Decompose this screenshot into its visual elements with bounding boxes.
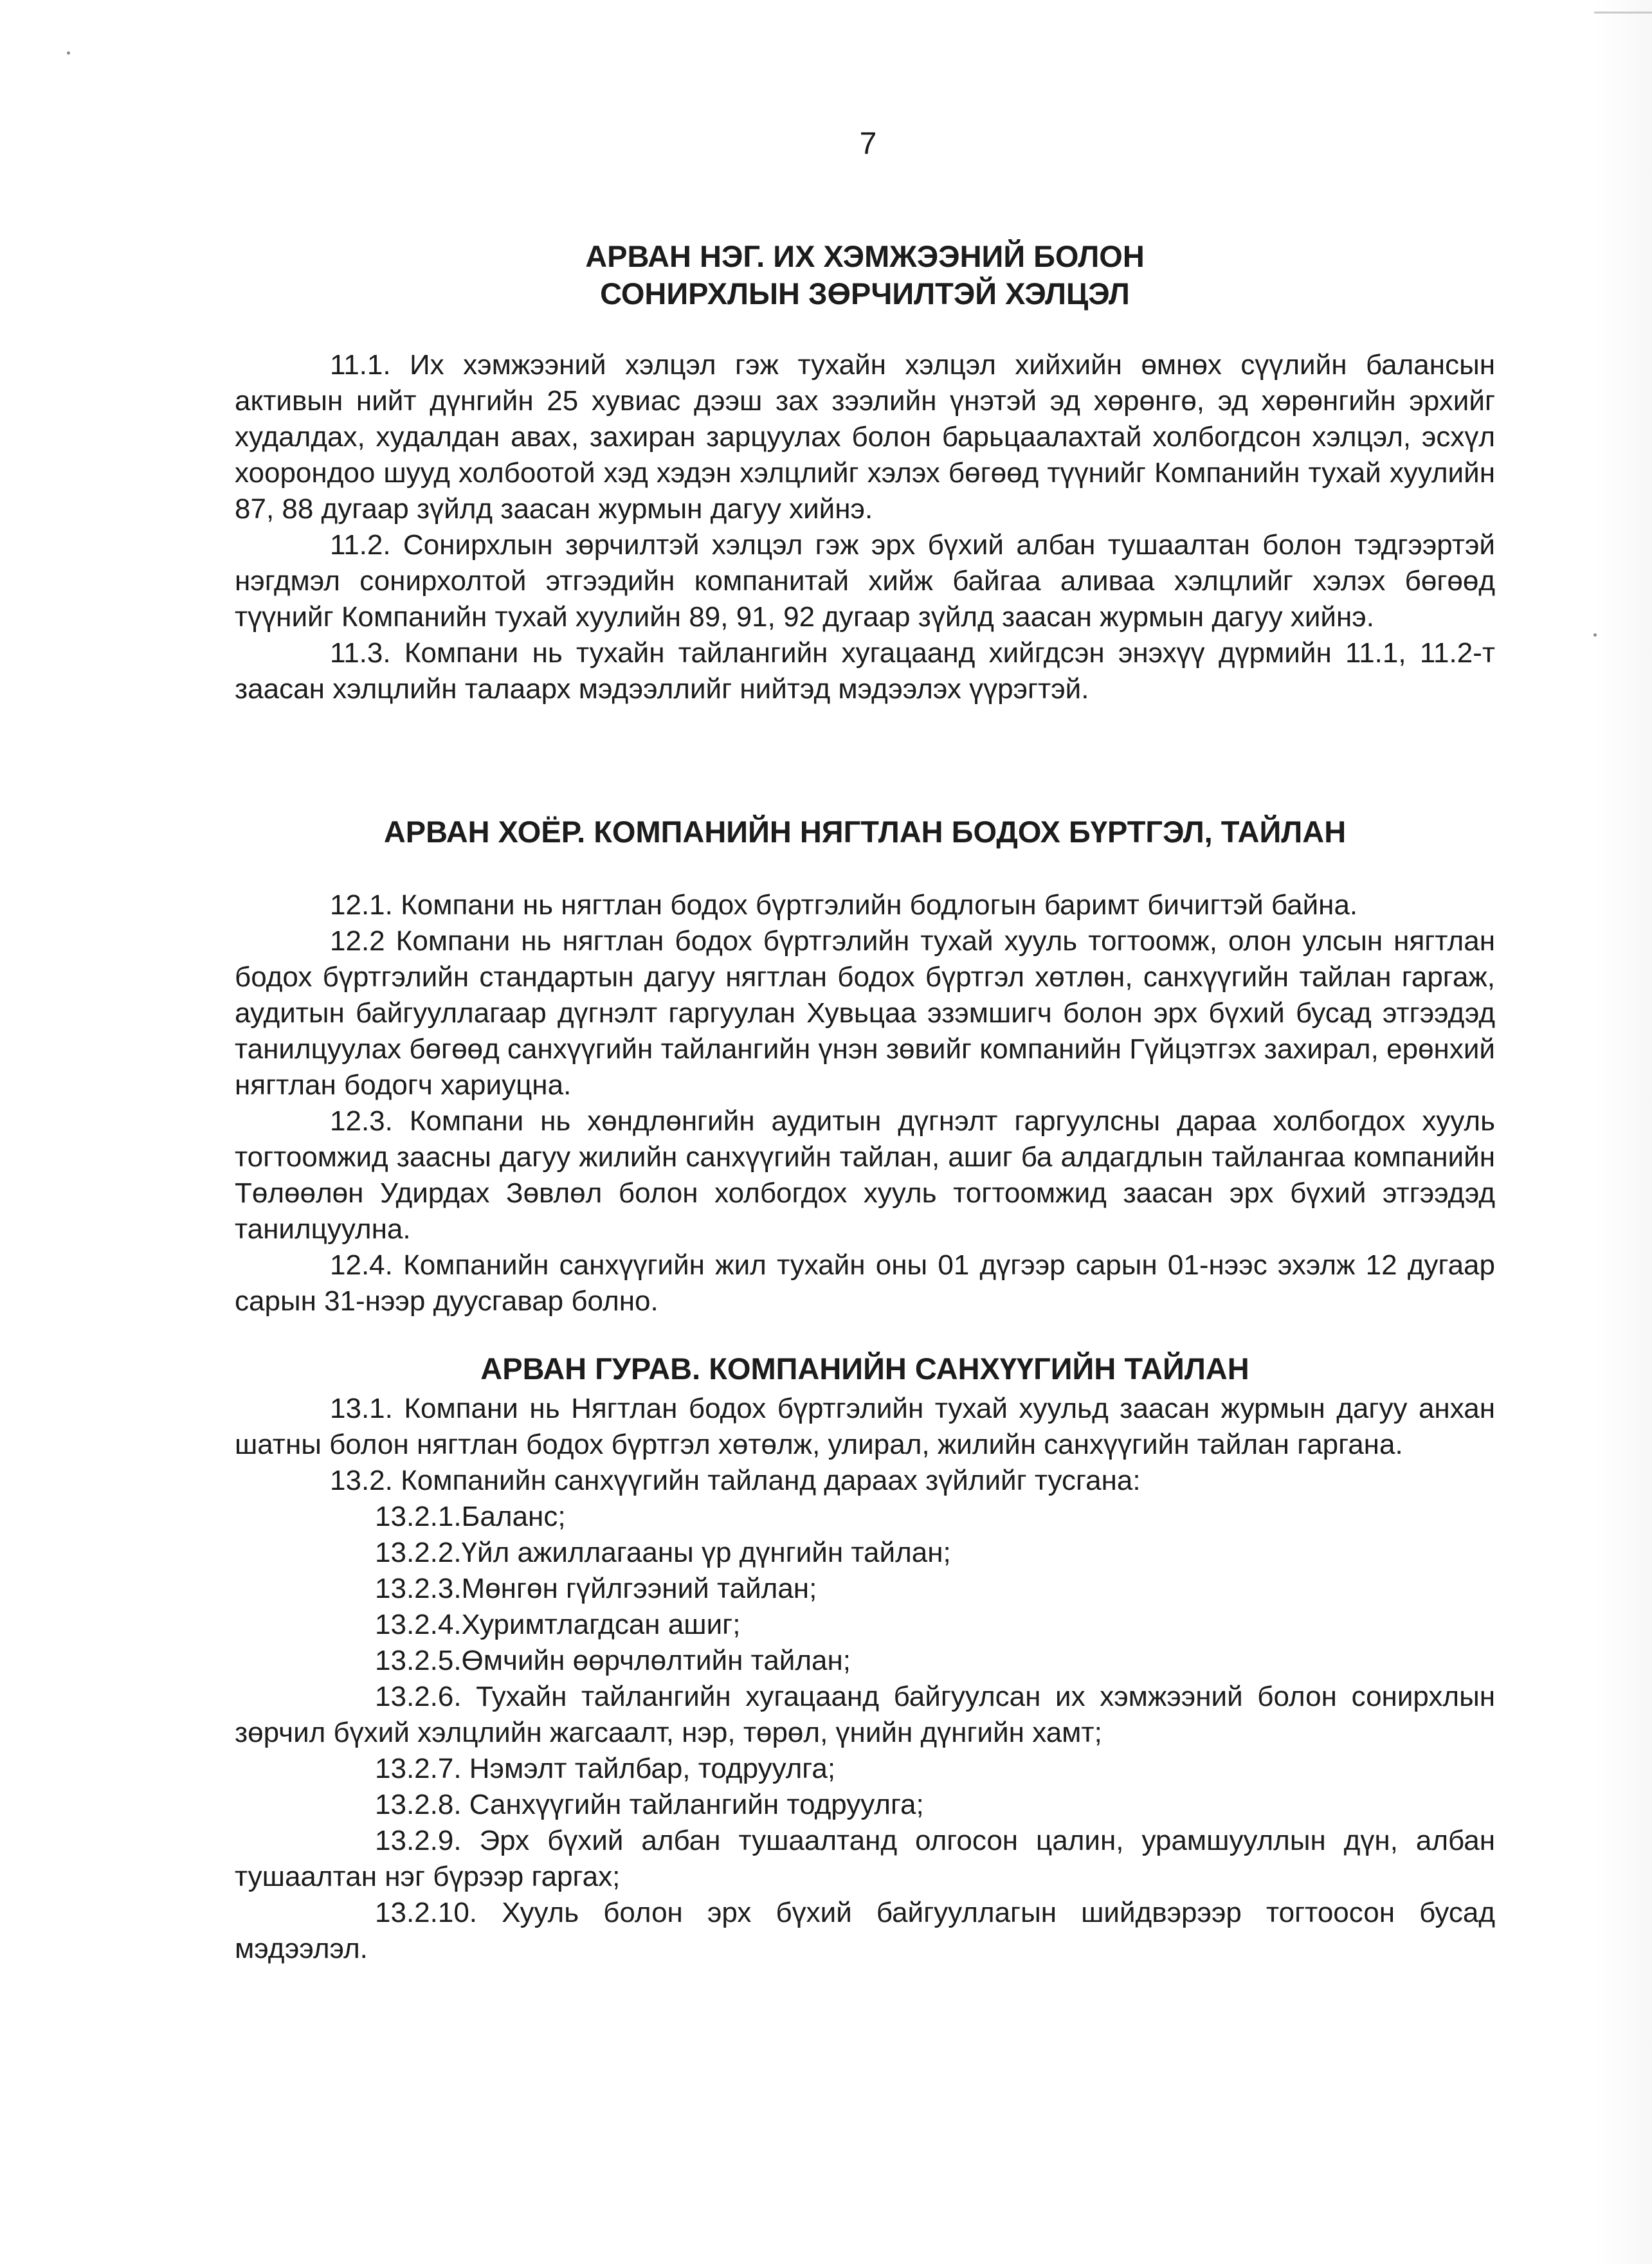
list-item-13-2-3: 13.2.3.Мөнгөн гүйлгээний тайлан; (375, 1573, 817, 1604)
paragraph-12-2: 12.2 Компани нь нягтлан бодох бүртгэлийн тухай хууль тогтоомж, олон улсын нягтлан бодох бүртгэлийн стандартын дагуу нягтлан бодох бүртгэл хөтлөн, санхүүгийн тайлан гаргаж, аудитын байгууллагаар дүгнэлт гаргуулан Хувьцаа эзэмшигч болон эрх бүхий бусад этгээдэд танилцуулах бөгөөд санхүүгийн тайлангийн үнэн зөвийг компанийн Гүйцэтгэх захирал, ерөнхий нягтлан бодогч хариуцна. (235, 925, 1495, 1101)
list-item-13-2-5: 13.2.5.Өмчийн өөрчлөлтийн тайлан; (375, 1645, 851, 1676)
paragraph-12-3: 12.3. Компани нь хөндлөнгийн аудитын дүгнэлт гаргуулсны дараа холбогдох хууль тогтоомжид заасны дагуу жилийн санхүүгийн тайлан, ашиг ба алдагдлын тайлангаа компанийн Төлөөлөн Удирдах Зөвлөл болон холбогдох хууль тогтоомжид заасан эрх бүхий этгээдэд танилцуулна. (235, 1105, 1495, 1245)
list-item-13-2-4: 13.2.4.Хуримтлагдсан ашиг; (375, 1609, 741, 1640)
scan-speck (67, 51, 70, 55)
paragraph-11-1: 11.1. Их хэмжээний хэлцэл гэж тухайн хэлцэл хийхийн өмнөх сүүлийн балансын активын нийт дүнгийн 25 хувиас дээш зах зээлийн үнэтэй эд хөрөнгө, эд хөрөнгийн эрхийг худалдах, худалдан авах, захиран зарцуулах болон барьцаалахтай холбогдсон хэлцэл, эсхүл хоорондоо шууд холбоотой хэд хэдэн хэлцлийг хэлэх бөгөөд түүнийг Компанийн тухай хуулийн 87, 88 дугаар зүйлд заасан журмын дагуу хийнэ. (235, 349, 1495, 525)
scan-edge-shadow (1594, 0, 1652, 2264)
paragraph-12-1: 12.1. Компани нь нягтлан бодох бүртгэлийн бодлогын баримт бичигтэй байна. (330, 889, 1358, 921)
list-item-13-2-1: 13.2.1.Баланс; (375, 1501, 566, 1532)
list-item-13-2-6: 13.2.6. Тухайн тайлангийн хугацаанд байгуулсан их хэмжээний болон сонирхлын зөрчил бүхий хэлцлийн жагсаалт, нэр, төрөл, үнийн дүнгийн хамт; (235, 1681, 1495, 1748)
list-item-13-2-10: 13.2.10. Хууль болон эрх бүхий байгууллагын шийдвэрээр тогтоосон бусад мэдээлэл. (235, 1897, 1495, 1964)
section-11-heading (231, 238, 1498, 312)
paragraph-11-3: 11.3. Компани нь тухайн тайлангийн хугацаанд хийгдсэн энэхүү дүрмийн 11.1, 11.2-т заасан хэлцлийн талаарх мэдээллийг нийтэд мэдээлэх үүрэгтэй. (235, 637, 1495, 705)
heading-line: АРВАН ХОЁР. КОМПАНИЙН НЯГТЛАН БОДОХ БҮРТГЭЛ, ТАЙЛАН (383, 815, 1347, 849)
page-number: 7 (859, 127, 877, 161)
paragraph-12-4: 12.4. Компанийн санхүүгийн жил тухайн оны 01 дүгээр сарын 01-нээс эхэлж 12 дугаар сарын 31-нээр дуусгавар болно. (235, 1249, 1495, 1317)
list-item-13-2-8: 13.2.8. Санхүүгийн тайлангийн тодруулга; (375, 1789, 924, 1820)
section-13-heading (231, 1350, 1498, 1388)
section-13-body (235, 1391, 1495, 1967)
paragraph-13-2: 13.2. Компанийн санхүүгийн тайланд дараах зүйлийг тусгана: (330, 1465, 1141, 1496)
section-11-body (235, 347, 1495, 707)
list-item-13-2-7: 13.2.7. Нэмэлт тайлбар, тодруулга; (375, 1753, 836, 1784)
paragraph-13-1: 13.1. Компани нь Нягтлан бодох бүртгэлийн тухай хуульд заасан журмын дагуу анхан шатны болон нягтлан бодох бүртгэл хөтөлж, улирал, жилийн санхүүгийн тайлан гаргана. (235, 1393, 1495, 1460)
section-12-heading (231, 813, 1498, 851)
section-12-body (235, 887, 1495, 1319)
heading-line: СОНИРХЛЫН ЗӨРЧИЛТЭЙ ХЭЛЦЭЛ (600, 276, 1130, 311)
paragraph-11-2: 11.2. Сонирхлын зөрчилтэй хэлцэл гэж эрх бүхий албан тушаалтан болон тэдгээртэй нэгдмэл сонирхолтой этгээдийн компанитай хийж байгаа аливаа хэлцлийг хэлэх бөгөөд түүнийг Компанийн тухай хуулийн 89, 91, 92 дугаар зүйлд заасан журмын дагуу хийнэ. (235, 529, 1495, 633)
scan-speck (1593, 633, 1597, 637)
list-item-13-2-2: 13.2.2.Үйл ажиллагааны үр дүнгийн тайлан; (375, 1537, 951, 1568)
heading-line: АРВАН НЭГ. ИХ ХЭМЖЭЭНИЙ БОЛОН (585, 239, 1145, 273)
scan-edge-line (1594, 12, 1652, 14)
heading-line: АРВАН ГУРАВ. КОМПАНИЙН САНХҮҮГИЙН ТАЙЛАН (480, 1352, 1249, 1386)
list-item-13-2-9: 13.2.9. Эрх бүхий албан тушаалтанд олгосон цалин, урамшууллын дүн, албан тушаалтан нэг бүрээр гаргах; (235, 1825, 1495, 1892)
